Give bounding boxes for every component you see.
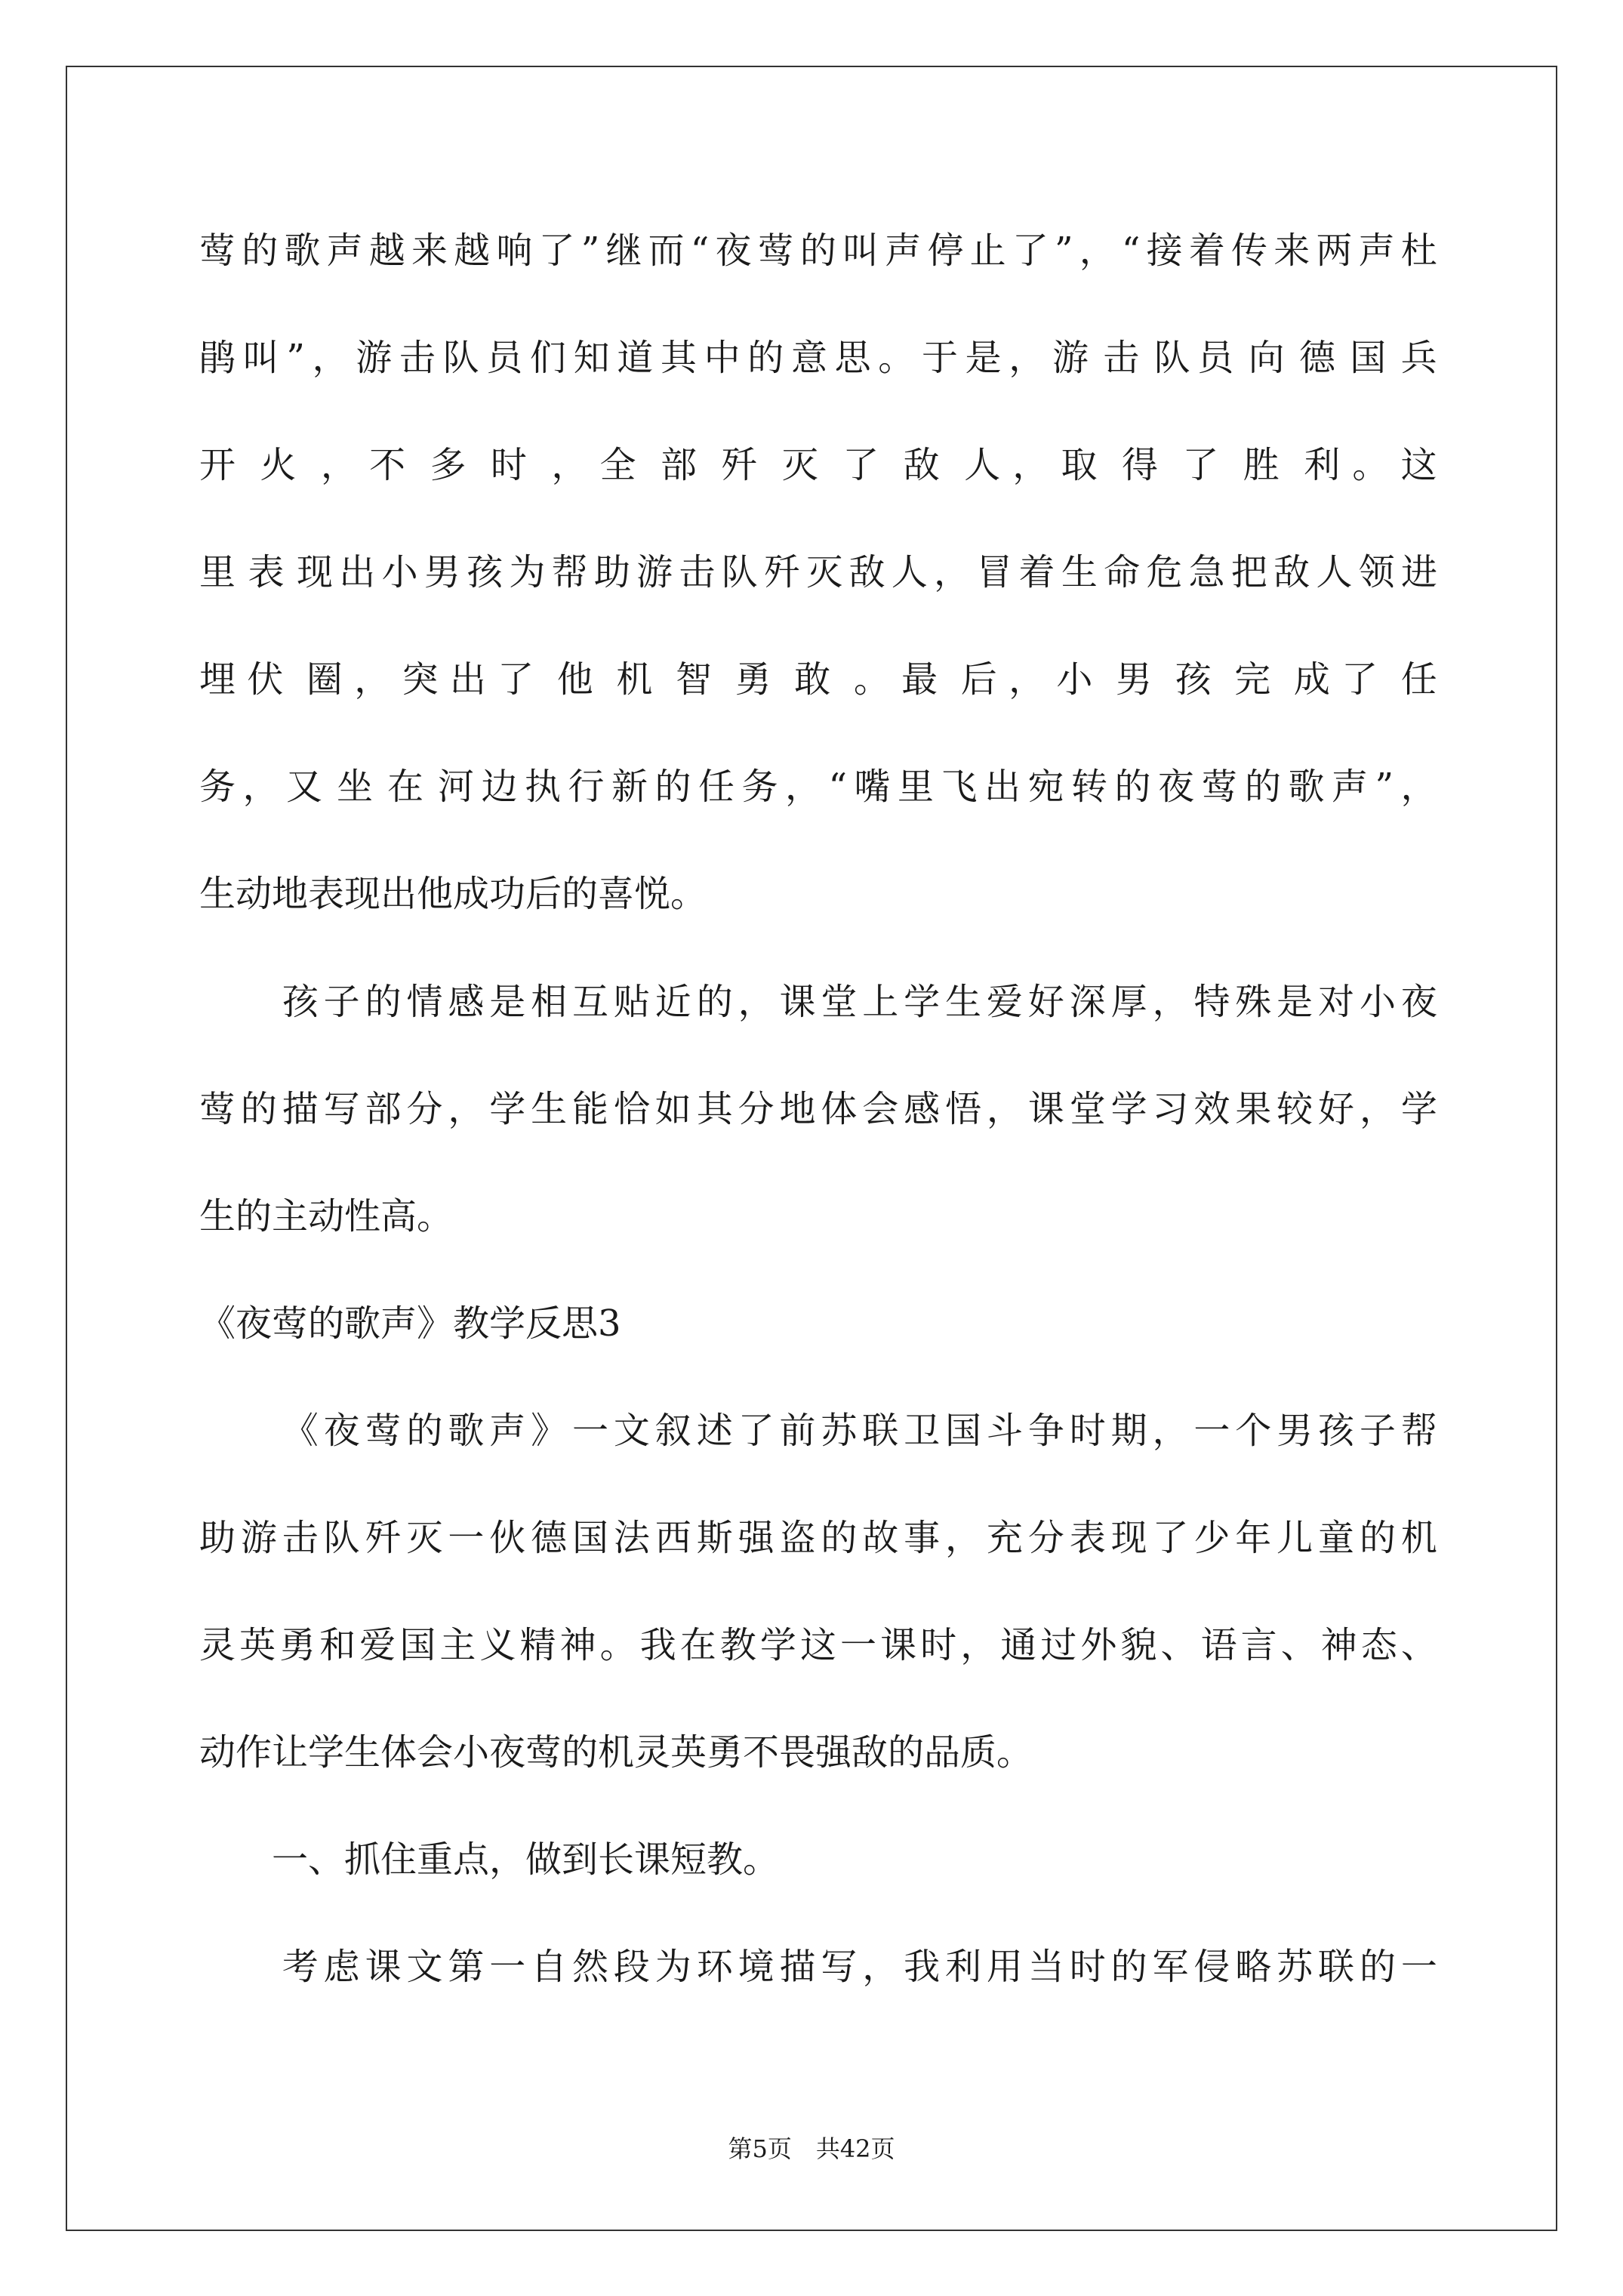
text-line-8: 孩 子 的 情 感 是 相 互 贴 近 的 ， 课 堂 上 学 生 爱 好 深 厚 ， 特 殊 是 对 小 夜 <box>282 981 1437 1023</box>
text-line-4: 里 表 现 出 小 男 孩 为 帮 助 游 击 队 歼 灭 敌 人 ， 冒 着 生 命 危 急 把 敌 人 领 进 <box>199 551 1437 593</box>
text-line-2: 鹃 叫 ” ， 游 击 队 员 们 知 道 其 中 的 意 思 。 于 是 ， 游 击 队 员 向 德 国 兵 <box>199 337 1437 379</box>
text-line-13: 助 游 击 队 歼 灭 一 伙 德 国 法 西 斯 强 盗 的 故 事 ， 充 分 表 现 了 少 年 儿 童 的 机 <box>199 1517 1437 1559</box>
text-line-14: 灵 英 勇 和 爱 国 主 义 精 神 。 我 在 教 学 这 一 课 时 ， 通 过 外 貌 、 语 言 、 神 态 、 <box>199 1624 1437 1666</box>
page-footer: 第5页 共42页 <box>728 2134 895 2163</box>
section-heading: 《夜莺的歌声》教学反思3 <box>199 1302 621 1345</box>
text-line-10: 生的主动性高。 <box>199 1195 454 1237</box>
text-line-1: 莺 的 歌 声 越 来 越 响 了 ” 继 而 “ 夜 莺 的 叫 声 停 止 了 ” ， “ 接 着 传 来 两 声 杜 <box>199 230 1437 272</box>
text-line-17: 考 虑 课 文 第 一 自 然 段 为 环 境 描 写 ， 我 利 用 当 时 的 军 侵 略 苏 联 的 一 <box>282 1946 1437 1988</box>
text-line-9: 莺 的 描 写 部 分 ， 学 生 能 恰 如 其 分 地 体 会 感 悟 ， 课 堂 学 习 效 果 较 好 ， 学 <box>199 1088 1437 1130</box>
text-line-7: 生动地表现出他成功后的喜悦。 <box>199 873 707 915</box>
text-line-12: 《 夜 莺 的 歌 声 》 一 文 叙 述 了 前 苏 联 卫 国 斗 争 时 期 ， 一 个 男 孩 子 帮 <box>282 1410 1437 1452</box>
text-line-5: 埋 伏 圈 ， 突 出 了 他 机 智 勇 敢 。 最 后 ， 小 男 孩 完 成 了 任 <box>199 658 1437 701</box>
text-line-15: 动作让学生体会小夜莺的机灵英勇不畏强敌的品质。 <box>199 1731 1033 1774</box>
text-line-6: 务 ， 又 坐 在 河 边 执 行 新 的 任 务 ， “ 嘴 里 飞 出 宛 转 的 夜 莺 的 歌 声 ” ， <box>199 766 1437 808</box>
page-border <box>66 66 1557 2231</box>
text-line-3: 开 火 ， 不 多 时 ， 全 部 歼 灭 了 敌 人 ， 取 得 了 胜 利 。 这 <box>199 444 1437 486</box>
text-line-16: 一、抓住重点，做到长课短教。 <box>199 1838 780 1881</box>
